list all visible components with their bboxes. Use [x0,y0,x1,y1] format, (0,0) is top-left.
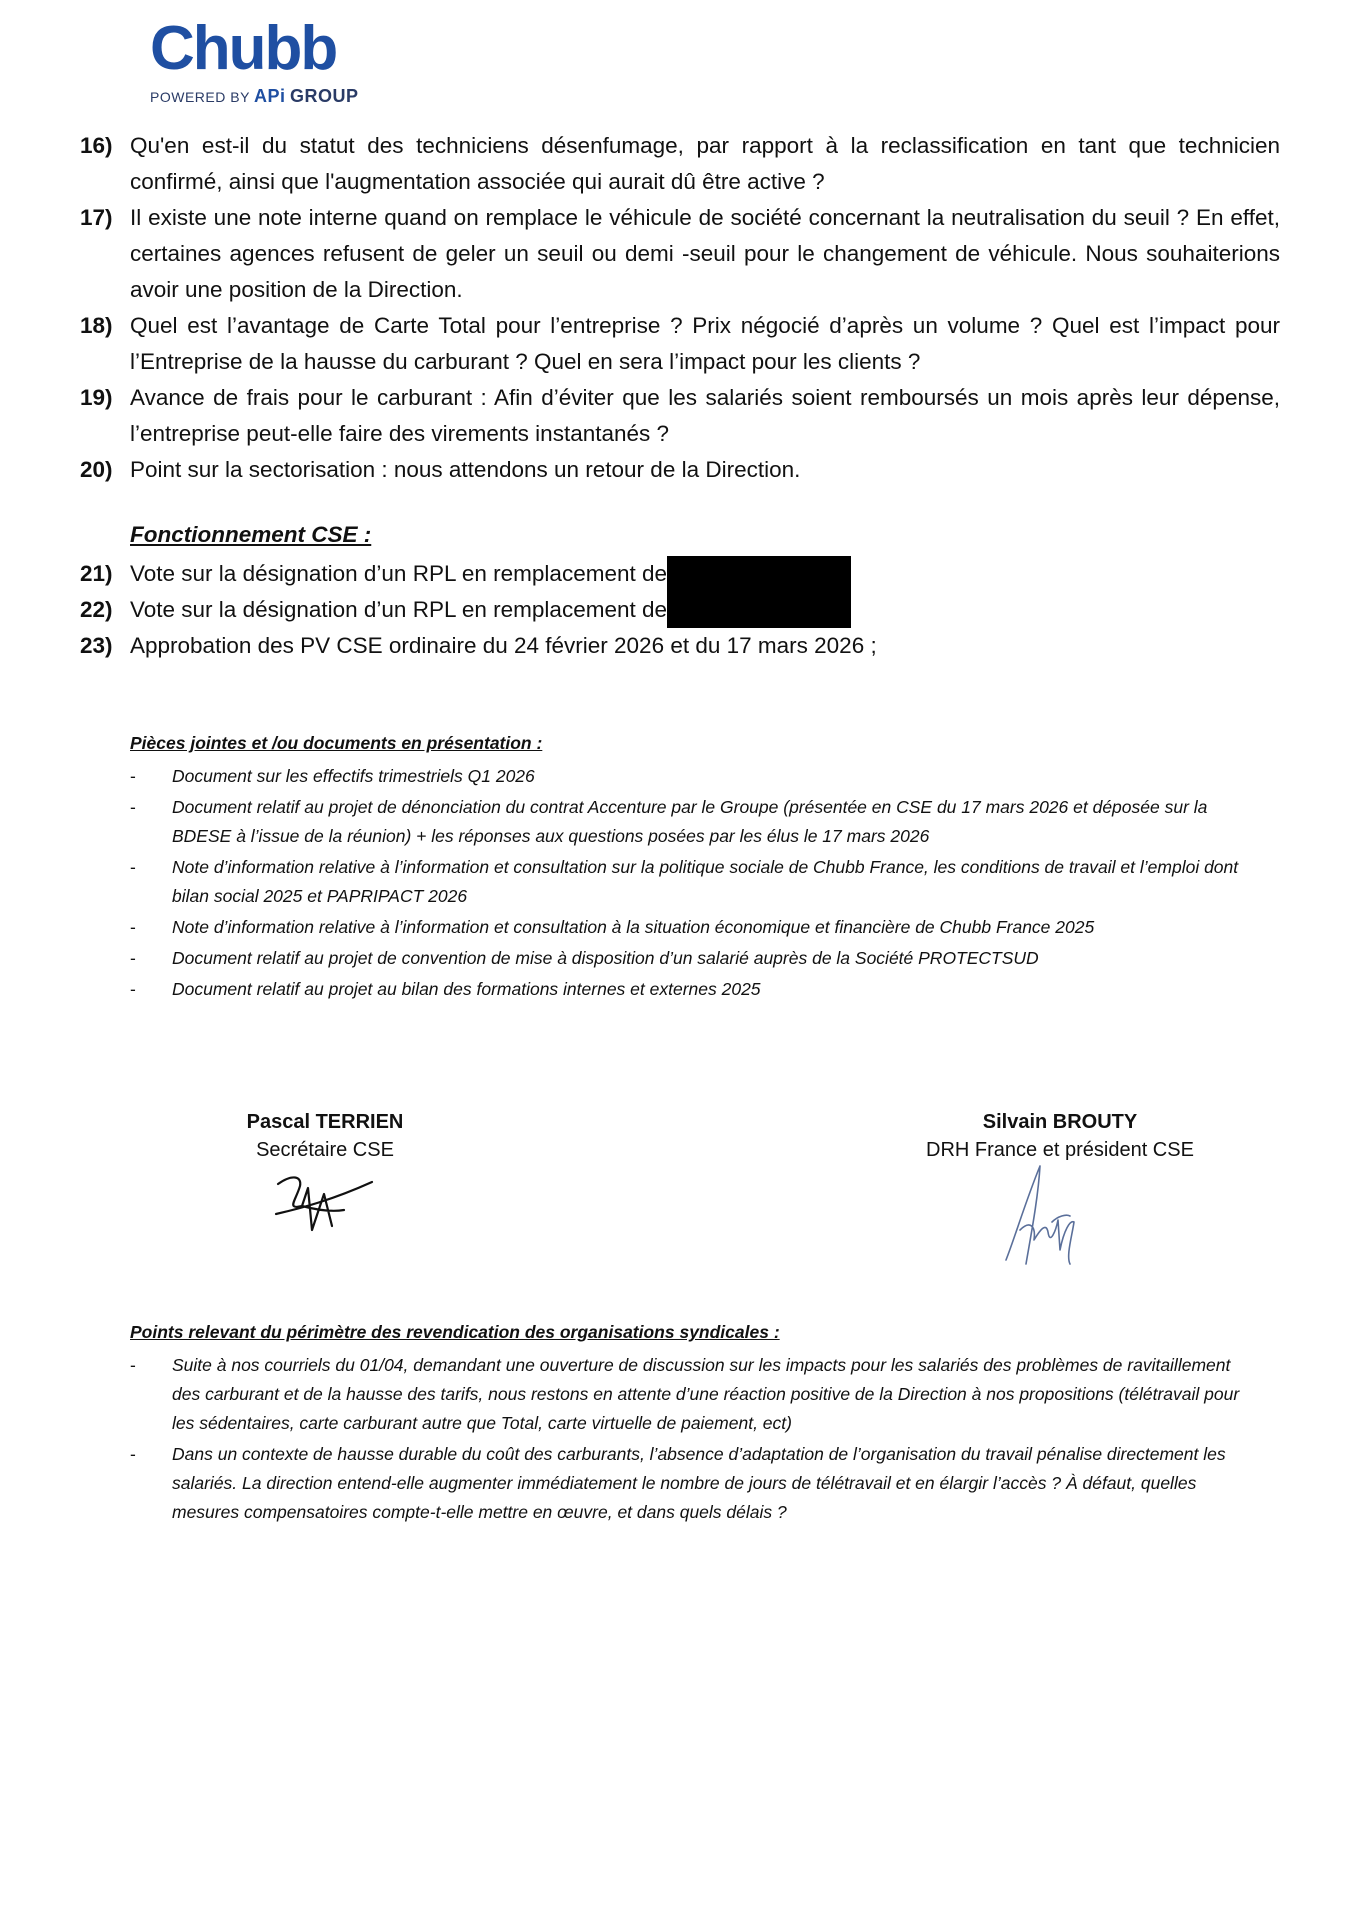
list-item: - Document relatif au projet de convention de mise à disposition d’un salarié auprès de la Société PROTECTSUD [130,948,1039,968]
cse-agenda-list [80,556,1280,664]
item-number: 18) [80,313,113,338]
logo-group: GROUP [289,86,359,106]
redaction-box [667,592,851,628]
list-item-text: Document relatif au projet de convention de mise à disposition d’un salarié auprès de la Société PROTECTSUD [172,948,1039,968]
logo-tagline [150,86,380,107]
agenda-item [80,128,1280,200]
signature-block-right [880,1108,1240,1164]
attachments-title: Pièces jointes et /ou documents en présentation : [130,733,543,753]
item-text: Quel est l’avantage de Carte Total pour l’entreprise ? Prix négocié d’après un volume ? Quel est l’impact pour l’Entreprise de la hausse du carburant ? Quel en sera l’impact pour les clients ? [130,313,1280,374]
list-item-text: Document sur les effectifs trimestriels Q1 2026 [172,766,535,786]
list-item: - Document relatif au projet de dénonciation du contrat Accenture par le Groupe (présentée en CSE du 17 mars 2026 et déposée sur la BDESE à l’issue de la réunion) + les réponses aux questions posées par les élus le 17 mars 2026 [130,797,1208,846]
chubb-logo [150,14,380,107]
item-text: Vote sur la désignation d’un RPL en remplacement de [130,561,668,586]
list-item: - Document sur les effectifs trimestriels Q1 2026 [130,766,535,786]
agenda-item [80,200,1280,308]
logo-powered-by: POWERED BY [150,89,250,105]
item-text: Point sur la sectorisation : nous attendons un retour de la Direction. [130,457,801,482]
item-number: 19) [80,385,113,410]
logo-api: APi [254,86,286,106]
item-number: 20) [80,457,113,482]
agenda-item [80,628,1280,664]
list-item-text: Document relatif au projet de dénonciation du contrat Accenture par le Groupe (présentée en CSE du 17 mars 2026 et déposée sur la BDESE à l’issue de la réunion) + les réponses aux questions posées par les élus le 17 mars 2026 [172,797,1208,846]
list-item: - Note d’information relative à l’information et consultation à la situation économique et financière de Chubb France 2025 [130,917,1095,937]
item-text: Approbation des PV CSE ordinaire du 24 février 2026 et du 17 mars 2026 ; [130,633,877,658]
list-item-text: Document relatif au projet au bilan des formations internes et externes 2025 [172,979,761,999]
item-number: 22) [80,597,113,622]
item-text: Il existe une note interne quand on remplace le véhicule de société concernant la neutralisation du seuil ? En effet, certaines agences refusent de geler un seuil ou demi -seuil pour le changement de véhicule. Nous souhaiterions avoir une position de la Direction. [130,205,1280,302]
item-number: 23) [80,633,113,658]
item-text: Avance de frais pour le carburant : Afin d’éviter que les salariés soient remboursés un mois après leur dépense, l’entreprise peut-elle faire des virements instantanés ? [130,385,1280,446]
redaction-box [667,556,851,592]
item-text: Qu'en est-il du statut des techniciens désenfumage, par rapport à la reclassification en tant que technicien confirmé, ainsi que l'augmentation associée qui aurait dû être active ? [130,133,1280,194]
item-text: Vote sur la désignation d’un RPL en remplacement de [130,597,668,622]
list-item: - Suite à nos courriels du 01/04, demandant une ouverture de discussion sur les impacts pour les salariés des problèmes de ravitaillement des carburant et de la hausse des tarifs, nous restons en attente d’une réaction positive de la Direction à nos propositions (télétravail pour les sédentaires, carte carburant autre que Total, carte virtuelle de paiement, ect) [130,1355,1240,1433]
agenda-list [80,128,1280,488]
list-item-text: Suite à nos courriels du 01/04, demandant une ouverture de discussion sur les impacts pour les salariés des problèmes de ravitaillement des carburant et de la hausse des tarifs, nous restons en attente d’une réaction positive de la Direction à nos propositions (télétravail pour les sédentaires, carte carburant autre que Total, carte virtuelle de paiement, ect) [172,1355,1240,1433]
item-number: 16) [80,133,113,158]
union-claims-list [130,1351,1260,1529]
list-item-text: Note d’information relative à l’information et consultation à la situation économique et financière de Chubb France 2025 [172,917,1095,937]
handwritten-signature-left [272,1170,382,1240]
cse-section-title: Fonctionnement CSE : [130,522,372,547]
agenda-item [80,592,1280,628]
list-item: - Note d’information relative à l’information et consultation sur la politique sociale de Chubb France, les conditions de travail et l’emploi dont bilan social 2025 et PAPRIPACT 2026 [130,857,1239,906]
agenda-item [80,556,1280,592]
agenda-item [80,308,1280,380]
agenda-item [80,380,1280,452]
signature-block-left [190,1108,460,1164]
signatory-name: Pascal TERRIEN [246,1111,404,1133]
union-claims-title: Points relevant du périmètre des revendication des organisations syndicales : [130,1322,780,1342]
list-item-text: Note d’information relative à l’information et consultation sur la politique sociale de Chubb France, les conditions de travail et l’emploi dont bilan social 2025 et PAPRIPACT 2026 [172,857,1239,906]
item-number: 21) [80,561,113,586]
signatory-role: Secrétaire CSE [256,1139,394,1161]
item-number: 17) [80,205,113,230]
attachments-list [130,762,1260,1006]
list-item: - Document relatif au projet au bilan des formations internes et externes 2025 [130,979,761,999]
handwritten-signature-right [1000,1160,1095,1270]
signatory-name: Silvain BROUTY [982,1111,1138,1133]
list-item: - Dans un contexte de hausse durable du coût des carburants, l’absence d’adaptation de l’organisation du travail pénalise directement les salariés. La direction entend-elle augmenter immédiatement le nombre de jours de télétravail et en élargir l’accès ? À défaut, quelles mesures compensatoires compte-t-elle mettre en œuvre, et dans quels délais ? [130,1444,1226,1522]
agenda-item [80,452,1280,488]
signatory-role: DRH France et président CSE [926,1139,1194,1161]
logo-brand: Chubb [150,14,337,83]
list-item-text: Dans un contexte de hausse durable du coût des carburants, l’absence d’adaptation de l’organisation du travail pénalise directement les salariés. La direction entend-elle augmenter immédiatement le nombre de jours de télétravail et en élargir l’accès ? À défaut, quelles mesures compensatoires compte-t-elle mettre en œuvre, et dans quels délais ? [172,1444,1226,1522]
